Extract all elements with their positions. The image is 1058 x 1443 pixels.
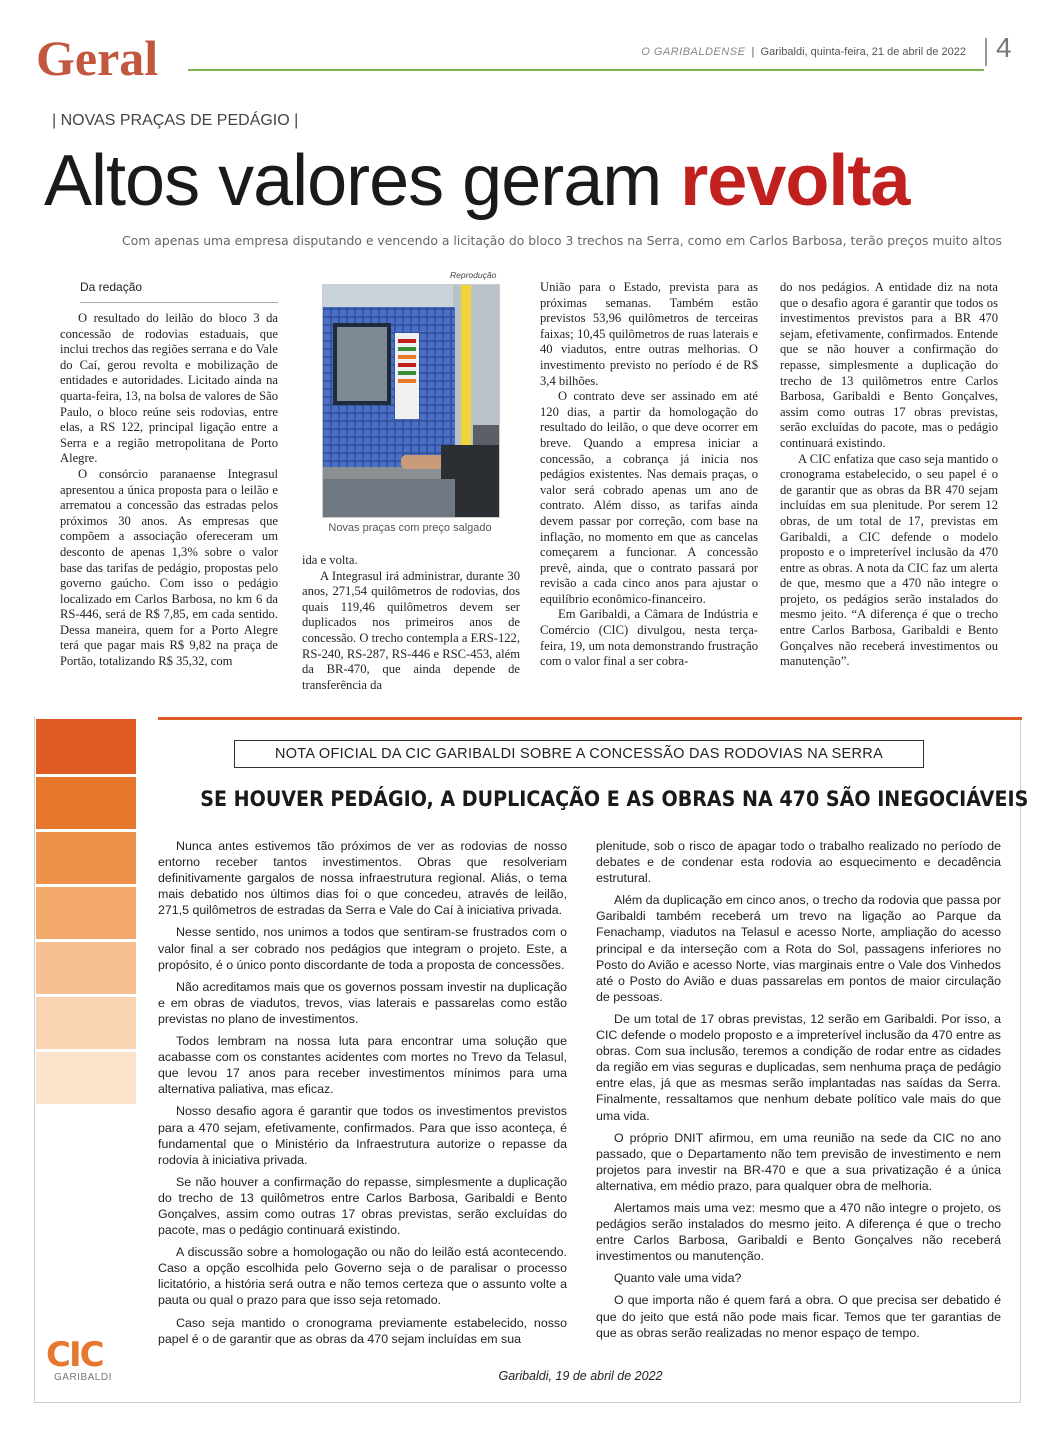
page-number-separator bbox=[985, 38, 987, 66]
paragraph: O próprio DNIT afirmou, em uma reunião na sede da CIC no ano passado, que o Departamento não tem previsão de investimento e nem projetos para investir na BR-470 e que a sua privatização é a única alternativa, em médio prazo, para qualquer obra de melhoria. bbox=[596, 1130, 1001, 1193]
paragraph: Em Garibaldi, a Câmara de Indústria e Comércio (CIC) divulgou, nesta terça-feira, 19, um nota demonstrando frustração com o valor final a ser cobra- bbox=[540, 607, 758, 669]
paragraph: Além da duplicação em cinco anos, o trecho da rodovia que passa por Garibaldi também receberá um trevo na ligação ao Parque da Fenachamp, viadutos na Telasul e acesso Norte, ampliação do acesso principal e da interseção com a Rota do Sol, passagens inferiores no Posto do Avião e acesso Norte, vias marginais entre o Vale dos Vinhedos até o Posto do Avião e duas passarelas em pontos de maior circulação de pessoas. bbox=[596, 893, 1001, 1004]
article-column-4 bbox=[780, 280, 998, 670]
article-kicker: | NOVAS PRAÇAS DE PEDÁGIO | bbox=[52, 112, 299, 129]
cic-logo bbox=[46, 1335, 130, 1383]
headline-accent: revolta bbox=[680, 141, 910, 221]
paragraph: O resultado do leilão do bloco 3 da concessão de rodovias estaduais, que inclui trechos das regiões serrana e do Vale do Caí, gerou revolta e mobilização de entidades e autoridades. Licitado ainda na quarta-feira, 13, na bolsa de valores de São Paulo, o bloco reúne seis rodovias, entre elas, a RS 122, principal ligação entre a Serra e a região metropolitana de Porto Alegre. bbox=[60, 311, 278, 466]
masthead bbox=[641, 46, 966, 58]
paragraph: Nesse sentido, nos unimos a todos que sentiram-se frustrados com o valor final a ser cobrado nos pedágios que integram o projeto. Este, a propósito, é o único ponto discordante de toda a proposta de concessões. bbox=[158, 925, 567, 972]
orange-strip-band bbox=[36, 777, 136, 829]
orange-strip-band bbox=[36, 719, 136, 774]
note-column-1 bbox=[158, 838, 567, 1353]
toll-booth-illustration bbox=[323, 285, 499, 517]
page-number: 4 bbox=[996, 32, 1012, 63]
byline: Da redação bbox=[80, 280, 143, 294]
cic-logo-letters: CIC bbox=[46, 1335, 103, 1375]
orange-strip-band bbox=[36, 832, 136, 884]
note-label: NOTA OFICIAL DA CIC GARIBALDI SOBRE A CONCESSÃO DAS RODOVIAS NA SERRA bbox=[234, 740, 924, 768]
byline-rule bbox=[80, 302, 278, 303]
article-column-2 bbox=[302, 553, 520, 693]
photo-credit: Reprodução bbox=[450, 270, 497, 280]
paragraph: Não acreditamos mais que os governos possam investir na duplicação e em obras de viadutos, trevos, vias laterais e passarelas como estão previstas no plano de investimentos. bbox=[158, 979, 567, 1026]
paragraph: O que importa não é quem fará a obra. O que precisa ser debatido é que do jeito que está não pode mais ficar. Temos que ter garantias de que as obras serão realizadas no menor espaço de tempo. bbox=[596, 1293, 1001, 1340]
orange-strip-band bbox=[36, 1052, 136, 1104]
masthead-separator: | bbox=[748, 46, 758, 58]
orange-strip-band bbox=[36, 887, 136, 939]
photo-caption: Novas praças com preço salgado bbox=[328, 522, 492, 534]
header-rule bbox=[188, 69, 984, 71]
paragraph: União para o Estado, prevista para as próximas semanas. Também estão previstos 53,96 quilômetros de terceiras faixas; 10,45 quilômetros de ruas laterais e 40 viadutos, entre outras melhorias. O investimento previsto no período é de R$ 3,4 bilhões. bbox=[540, 280, 758, 388]
headline-main: Altos valores geram bbox=[44, 141, 681, 221]
paragraph: Nosso desafio agora é garantir que todos os investimentos previstos para a 470 sejam, efetivamente, confirmados. Para que isso aconteça, é fundamental que o Ministério da Infraestrutura autorize o repasse da rodovia à iniciativa privada. bbox=[158, 1104, 567, 1167]
article-headline bbox=[44, 138, 1014, 224]
orange-strip-band bbox=[36, 942, 136, 994]
paragraph: Alertamos mais uma vez: mesmo que a 470 não integre o projeto, os pedágios serão instalados do mesmo jeito. A diferença é que o trecho entre Carlos Barbosa, Garibaldi e Bento Gonçalves não receberá investimentos ou manutenção. bbox=[596, 1200, 1001, 1264]
paragraph: Caso seja mantido o cronograma previamente estabelecido, nosso papel é o de garantir que as obras da 470 sejam incluídas em sua bbox=[158, 1315, 567, 1346]
section-title: Geral bbox=[36, 30, 159, 86]
paragraph: O contrato deve ser assinado em até 120 dias, a partir da homologação do resultado do leilão, o que deve ocorrer em breve. Quando a empresa iniciar a concessão, a cobrança já inicia nos pedágios existentes. Nas demais praças, o valor será cobrado apenas um ano de contrato. Além disso, as tarifas ainda devem passar por correção, com base na inflação, no momento em que as cancelas começarem a funcionar. A concessão prevê, ainda, que o contrato passará por revisão a cada cinco anos para ajustar o equilíbrio econômico-financeiro. bbox=[540, 389, 758, 606]
toll-booth-photo bbox=[322, 284, 500, 518]
paragraph: plenitude, sob o risco de apagar todo o trabalho realizado no período de debates e de condenar esta rodovia ao esquecimento e decadência estrutural. bbox=[596, 839, 1001, 886]
note-date: Garibaldi, 19 de abril de 2022 bbox=[498, 1369, 663, 1383]
article-subheadline: Com apenas uma empresa disputando e vencendo a licitação do bloco 3 trechos na Serra, como em Carlos Barbosa, terão preços muito altos bbox=[122, 233, 1002, 248]
paragraph: Nunca antes estivemos tão próximos de ver as rodovias de nosso entorno receber tantos investimentos. Obras que resolveriam definitivamente gargalos de nossa infraestrutura regional. Aliás, o tema mais debatido nos últimos dias foi o que concedeu, através de leilão, 271,5 quilômetros de estradas da Serra e Vale do Caí à iniciativa privada. bbox=[158, 839, 567, 918]
paragraph: ida e volta. bbox=[302, 553, 358, 567]
orange-strip-band bbox=[36, 997, 136, 1049]
dateline: Garibaldi, quinta-feira, 21 de abril de 2022 bbox=[760, 46, 966, 58]
note-top-rule bbox=[158, 717, 1022, 720]
paragraph: Se não houver a confirmação do repasse, simplesmente a duplicação do trecho de 13 quilômetros entre Carlos Barbosa, Garibaldi e Bento Gonçalves, assim como outras 17 obras previstas, serão excluídas do pacote, mas o pedágio continuará existindo. bbox=[158, 1174, 567, 1238]
paragraph: do nos pedágios. A entidade diz na nota que o desafio agora é garantir que todos os investimentos previstos para a BR 470 sejam, efetivamente, confirmados. Entende que se não houver a confirmação do repasse, simplesmente a duplicação do trecho de 13 quilômetros entre Carlos Barbosa, Garibaldi e Bento Gonçalves, assim como outras 17 obras previstas, serão excluídas do pacote, mas o pedágio continuará existindo. bbox=[780, 280, 998, 450]
paragraph: A CIC enfatiza que caso seja mantido o cronograma estabelecido, o seu papel é o de garantir que as obras da BR 470 sejam incluídas em sua plenitude. Por serem 12 obras, de um total de 17, previstas em Garibaldi, a CIC defende o modelo proposto e o impreterível inclusão da 470 entre as obras. A nota da CIC faz um alerta de que, mesmo que a 470 não integre o projeto, os pedágios serão instalados do mesmo jeito. “A diferença é que o trecho entre Carlos Barbosa, Garibaldi e Bento Gonçalves não receberá investimentos ou manutenção”. bbox=[780, 451, 998, 669]
paper-name: O GARIBALDENSE bbox=[641, 46, 746, 58]
article-column-3 bbox=[540, 280, 758, 670]
cic-logo-subtitle: GARIBALDI bbox=[54, 1372, 112, 1383]
paragraph: A Integrasul irá administrar, durante 30 anos, 271,54 quilômetros de rodovias, dos quais 119,46 quilômetros devem ser duplicados nos primeiros anos de concessão. O trecho contempla a ERS-122, RS-240, RS-287, RS-446 e RSC-453, além da BR-470, que ainda depende de transferência da bbox=[302, 568, 520, 692]
article-column-1 bbox=[60, 311, 278, 670]
note-column-2 bbox=[596, 838, 1001, 1347]
note-title: SE HOUVER PEDÁGIO, A DUPLICAÇÃO E AS OBRAS NA 470 SÃO INEGOCIÁVEIS bbox=[200, 786, 1029, 811]
paragraph: De um total de 17 obras previstas, 12 serão em Garibaldi. Por isso, a CIC defende o modelo proposto e a impreterível inclusão da 470 entre as obras. Com sua inclusão, teremos a condição de rodar entre as cidades da região em vias seguras e duplicadas, sem nenhuma praça de pedágio entre elas, já que as mesmas serão implantadas nas saídas da Serra. Finalmente, ressaltamos que nenhum debate político vale mais do que uma vida. bbox=[596, 1011, 1001, 1123]
paragraph: Quanto vale uma vida? bbox=[614, 1271, 742, 1286]
paragraph: A discussão sobre a homologação ou não do leilão está acontecendo. Caso a opção escolhida pelo Governo seja o de paralisar o processo licitatório, a história será outra e não temos certeza que o assunto volte a pauta ou qual o prazo para que isso seja retomado. bbox=[158, 1245, 567, 1308]
paragraph: Todos lembram na nossa luta para encontrar uma solução que acabasse com os constantes acidentes com mortes no Trevo da Telasul, que levou 17 anos para receber investimentos mínimos para uma alternativa paliativa, mas eficaz. bbox=[158, 1034, 567, 1097]
paragraph: O consórcio paranaense Integrasul apresentou a única proposta para o leilão e arrematou a concessão das estradas pelos próximos 30 anos. As empresas que compõem a associação ofereceram um desconto de apenas 1,3% sobre o valor base das tarifas de pedágio, propostas pelo governo gaúcho. Com isso o pedágio localizado em Carlos Barbosa, no km 6 da RS-446, será de R$ 7,85, em cada sentido. Dessa maneira, quem for a Porto Alegre terá que pagar mais R$ 9,82 na praça de Portão, totalizando R$ 35,32, com bbox=[60, 466, 278, 669]
